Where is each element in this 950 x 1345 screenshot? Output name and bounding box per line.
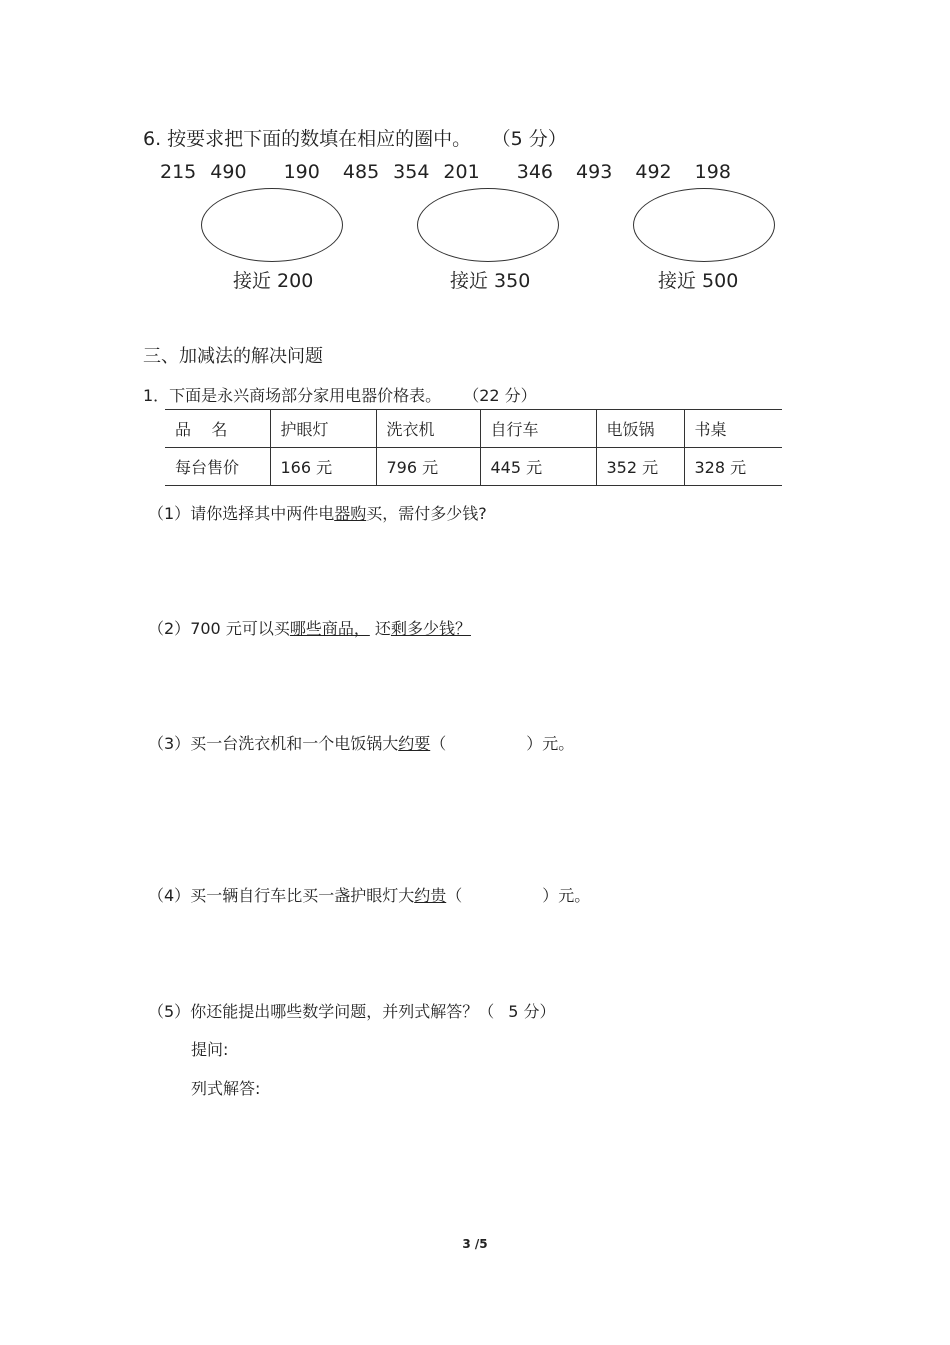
- sub-question-text: 买，需付多少钱?: [366, 504, 487, 523]
- sub-question-text: 买一辆自行车比买一盏护眼灯大: [190, 886, 415, 905]
- sub-question-number: （5）: [148, 1002, 191, 1021]
- item-price: 352 元: [596, 448, 684, 486]
- sub-question-text: 买一台洗衣机和一个电饭锅大: [190, 734, 399, 753]
- item-name: 洗衣机: [376, 410, 480, 448]
- number-item: 490: [210, 161, 247, 183]
- answer-oval-500[interactable]: [633, 188, 775, 262]
- question-6-text: 6. 按要求把下面的数填在相应的圈中。: [143, 128, 472, 150]
- sub-question-1: [148, 501, 487, 524]
- answer-oval-350[interactable]: [417, 188, 559, 262]
- page-number: 3 /5: [462, 1237, 488, 1251]
- answer-oval-200[interactable]: [201, 188, 343, 262]
- item-name: 电饭锅: [596, 410, 684, 448]
- number-item: 346: [516, 161, 553, 183]
- question-6-title: [143, 124, 567, 151]
- oval-label-500: 接近 500: [658, 270, 739, 292]
- item-price: 445 元: [480, 448, 596, 486]
- sub-question-2: [148, 616, 471, 639]
- sub-question-text: 约要: [398, 734, 431, 753]
- table-row: [165, 448, 782, 486]
- sub-question-3: [148, 731, 574, 754]
- sub-question-number: （3）: [148, 734, 191, 753]
- oval-label-350: 接近 350: [450, 270, 531, 292]
- number-item: 201: [443, 161, 480, 183]
- sub-question-text: 剩多少钱？: [390, 619, 471, 638]
- problem-1-text: 1．下面是永兴商场部分家用电器价格表。: [143, 386, 442, 405]
- number-item: 198: [694, 161, 731, 183]
- item-price: 166 元: [270, 448, 376, 486]
- item-name: 书桌: [684, 410, 782, 448]
- problem-1-title: [143, 383, 537, 406]
- number-item: 215: [160, 161, 197, 183]
- sub-question-text: 还: [369, 619, 391, 638]
- section-title: 三、加减法的解决问题: [143, 346, 323, 367]
- number-item: 190: [283, 161, 320, 183]
- sub-question-text: 你还能提出哪些数学问题，并列式解答？（: [190, 1002, 495, 1021]
- sub-question-text: 哪些商品，: [289, 619, 370, 638]
- number-group-1: [160, 161, 261, 183]
- price-table: [165, 409, 782, 486]
- item-name: 护眼灯: [270, 410, 376, 448]
- table-header-label: 品 名: [165, 410, 270, 448]
- sub-question-score: 5 分）: [508, 1002, 556, 1021]
- sub-question-4: [148, 883, 590, 906]
- ask-label: 提问:: [191, 1040, 229, 1059]
- question-6-score: （5 分）: [501, 128, 567, 150]
- sub-question-text: 请你选择其中两件电: [190, 504, 335, 523]
- number-group-2: [343, 161, 494, 183]
- number-item: 493: [576, 161, 613, 183]
- item-price: 328 元: [684, 448, 782, 486]
- oval-label-200: 接近 200: [233, 270, 314, 292]
- problem-1-score: （22 分）: [471, 386, 537, 405]
- sub-question-number: （4）: [148, 886, 191, 905]
- number-list: [160, 161, 745, 183]
- number-item: 354: [393, 161, 430, 183]
- price-label: 每台售价: [165, 448, 270, 486]
- answer-bracket-open: （: [446, 886, 463, 905]
- item-price: 796 元: [376, 448, 480, 486]
- item-name: 自行车: [480, 410, 596, 448]
- sub-question-text: 700 元可以买: [190, 619, 290, 638]
- answer-bracket-close: ）元。: [542, 886, 591, 905]
- sub-question-text: 约贵: [414, 886, 447, 905]
- answer-bracket-close: ）元。: [526, 734, 575, 753]
- number-item: 485: [342, 161, 380, 183]
- number-item: 492: [635, 161, 672, 183]
- sub-question-number: （1）: [148, 504, 191, 523]
- sub-question-number: （2）: [148, 619, 191, 638]
- sub-question-5: [148, 999, 555, 1022]
- answer-bracket-open: （: [430, 734, 447, 753]
- table-row: [165, 410, 782, 448]
- sub-question-text: 器购: [334, 504, 367, 523]
- answer-label: 列式解答:: [191, 1079, 261, 1098]
